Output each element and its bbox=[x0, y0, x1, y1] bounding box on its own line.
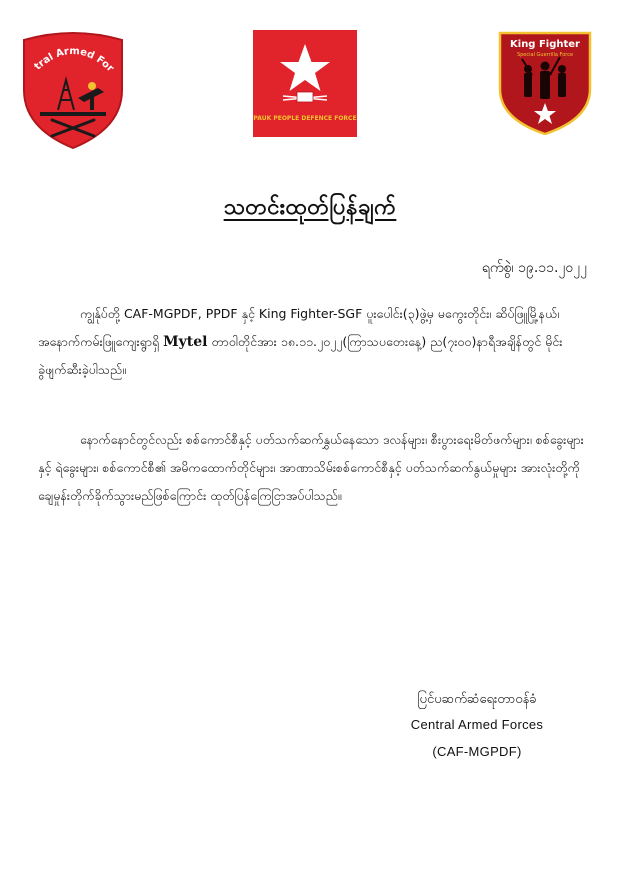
logo-right-title: King Fighter bbox=[510, 39, 580, 50]
signature-abbrev: (CAF-MGPDF) bbox=[432, 744, 522, 759]
paragraph-2: နောက်နောင်တွင်လည်း စစ်ကောင်စီနှင့် ပတ်သက်ဆက်နွှယ်နေသော ဒလန်များ၊ စီးပွားရေးမိတ်ဖက်များ၊ စစ်ခွေးများနှင့် ရဲခွေးများ၊ စစ်ကောင်စီ၏ အမိကထောက်တိုင်များ၊ အာဏာသိမ်းစစ်ကောင်စီနှင့် ပတ်သက်ဆက်နွယ်မှုများ အားလုံးတို့ကို ချေမှုန်းတိုက်ခိုက်သွားမည်ဖြစ်ကြောင်း ထုတ်ပြန်ကြေငြာအပ်ပါသည်။ bbox=[38, 432, 584, 503]
page-title: သတင်းထုတ်ပြန်ချက် bbox=[223, 195, 397, 220]
signature-org: Central Armed Forces bbox=[410, 717, 544, 732]
signature-role: ပြင်ပဆက်ဆံရေးတာဝန်ခံ bbox=[417, 691, 537, 706]
paragraph-1-start: ကျွန်ုပ်တို့ CAF-MGPDF, PPDF နှင့် King Fighter-SGF ပူးပေါင်း(၃)ဖွဲ့မှ မကွေးတိုင်း၊ ဆိပ်ဖြူမြို့နယ်၊ အနောက်ကမ်းဖြူကျေးရွာရှိ bbox=[38, 306, 560, 349]
logo-left-text: tral Armed For bbox=[32, 45, 116, 75]
logo-center-text: PAUK PEOPLE DEFENCE FORCE bbox=[253, 115, 357, 122]
ppdf-logo bbox=[253, 30, 357, 137]
document-date: ရက်စွဲ၊ ၁၉.၁၁.၂၀၂၂ bbox=[481, 260, 587, 276]
paragraph-1 bbox=[38, 300, 586, 384]
logo-right-subtitle: Special Guerrilla Force bbox=[516, 52, 574, 58]
king-fighter-logo bbox=[498, 31, 592, 135]
central-armed-forces-logo bbox=[18, 28, 128, 150]
paragraph-1-end: တာဝါတိုင်အား ၁၈.၁၁.၂၀၂၂(ကြာသပတေးနေ့) ည(၇း၀၀)နာရီအချိန်တွင် မိုင်းခွဲဖျက်ဆီးခဲ့ပါသည်။ bbox=[38, 334, 563, 377]
paragraph-1-brand: Mytel bbox=[163, 334, 208, 350]
